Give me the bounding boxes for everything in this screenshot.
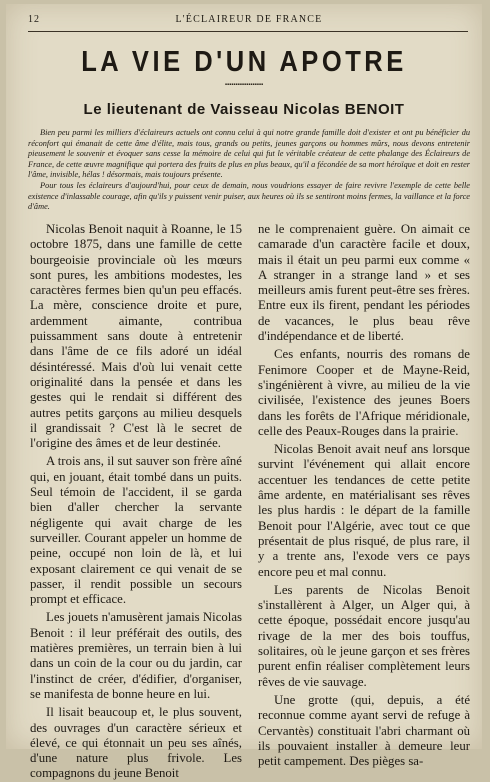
body-paragraph: Les jouets n'amusèrent jamais Nicolas Benoit : il leur préférait des outils, des matières premières, un terrain bien à lui dans un coin de la cour ou du jardin, car l'instinct de créer, d'édifier, d'organiser, se manifesta de bonne heure en lui.	[30, 610, 242, 701]
body-paragraph: Nicolas Benoit naquit à Roanne, le 15 octobre 1875, dans une famille de cette bourgeoisie provinciale où les mœurs sont pures, les ambitions modestes, les caractères fermes bien qu'un peu effacés. La mère, conscience droite et pure, ardemment aimante, contribua puissamment sans doute à entretenir dans l'âme de ce fils adoré un idéal désintéressé. Mais d'où lui venait cette originalité dans la pensée et dans les gestes qui le rendait si différent des autres petits garçons au milieu desquels il grandissait ? C'est là le secret de l'origine des âmes et de leur destinée.	[30, 222, 242, 451]
journal-title: L'ÉCLAIREUR DE FRANCE	[175, 14, 323, 25]
body-paragraph: Ces enfants, nourris des romans de Fenimore Cooper et de Mayne-Reid, s'ingénièrent à vivre, au milieu de la vie civilisée, l'existence des jeunes Boers dans les forêts de l'Afrique méridionale, celle des Peaux-Rouges dans la prairie.	[258, 347, 470, 438]
header-rule	[28, 31, 468, 32]
body-paragraph: Les parents de Nicolas Benoit s'installèrent à Alger, un Alger qui, à cette époque, possédait encore jusqu'au rivage de la mer des bois touffus, solitaires, où le jeune garçon et ses frères purent enfin réaliser complètement leurs rêves de vie sauvage.	[258, 582, 470, 689]
magazine-page	[6, 4, 482, 781]
left-column	[30, 222, 242, 782]
body-paragraph: Il lisait beaucoup et, le plus souvent, des ouvrages d'un caractère sérieux et élevé, ce qui étonnait un peu ses aînés, d'une nature plus frivole. Les compagnons du jeune Benoit	[30, 705, 242, 781]
running-head	[28, 14, 470, 28]
title-ornament: ▪▪▪▪▪▪▪▪▪▪▪▪▪▪▪▪▪▪	[224, 82, 264, 88]
intro-text-2: Pour tous les éclaireurs d'aujourd'hui, pour ceux de demain, nous voudrions essayer de faire revivre l'exemple de cette belle existence d'inlassable courage, afin qu'ils y puissent venir puiser, aux heures où ils se sentiront moins fermes, la vaillance et la force d'âme.	[28, 180, 470, 212]
intro-paragraph	[28, 128, 470, 213]
body-paragraph: A trois ans, il sut sauver son frère aîné qui, en jouant, était tombé dans un puits. Seul témoin de l'accident, il se garda bien d'aller chercher la servante négligente qui avait charge de les surveiller. Courant appeler un homme de peine, occupé non loin de là, et lui exposant clairement ce qui venait de se passer, il rendit possible un secours prompt et efficace.	[30, 454, 242, 607]
intro-text-1: Bien peu parmi les milliers d'éclaireurs actuels ont connu celui à qui notre grande famille doit d'exister et ont pu bénéficier du réconfort qui émanait de cette âme d'élite, mais tous, grands ou petits, jeunes garçons ou hommes mûrs, nous devons entretenir pieusement le souvenir et évoquer sans cesse la mémoire de celui qui fut le véritable créateur de cette phalange des Éclaireurs de France, de cette œuvre magnifique qui portera des fruits de plus en plus beaux, qu'il a fécondée de sa mort héroïque et doit en rester l'âme, invisible, hélas ! désormais, mais toujours présente.	[28, 128, 470, 180]
body-paragraph: Une grotte (qui, depuis, a été reconnue comme ayant servi de refuge à Cervantès) constituait l'abri charmant où ils pouvaient installer à demeure leur petit campement. Des pièges sa-	[258, 692, 470, 769]
article-title: LA VIE D'UN APOTRE	[81, 46, 407, 78]
right-column	[258, 222, 470, 769]
page-number: 12	[28, 14, 40, 25]
body-paragraph: Nicolas Benoit avait neuf ans lorsque survint l'événement qui allait encore accentuer les tendances de cette petite âme ardente, en matérialisant ses rêves les plus hardis : le départ de la famille Benoit pour l'Algérie, avec tout ce que présentait de plus risqué, de plus rare, il y a trente ans, l'exode vers ce pays encore peu et mal connu.	[258, 442, 470, 579]
body-paragraph: ne le comprenaient guère. On aimait ce camarade d'un caractère facile et doux, mais il était un peu parmi eux comme « A stranger in a strange land » et ses meilleurs amis furent peut-être ses frères. Entre eux ils firent, pendant les périodes de vacances, le plus beau rêve d'indépendance et de liberté.	[258, 222, 470, 344]
article-subtitle: Le lieutenant de Vaisseau Nicolas BENOIT	[83, 101, 405, 118]
